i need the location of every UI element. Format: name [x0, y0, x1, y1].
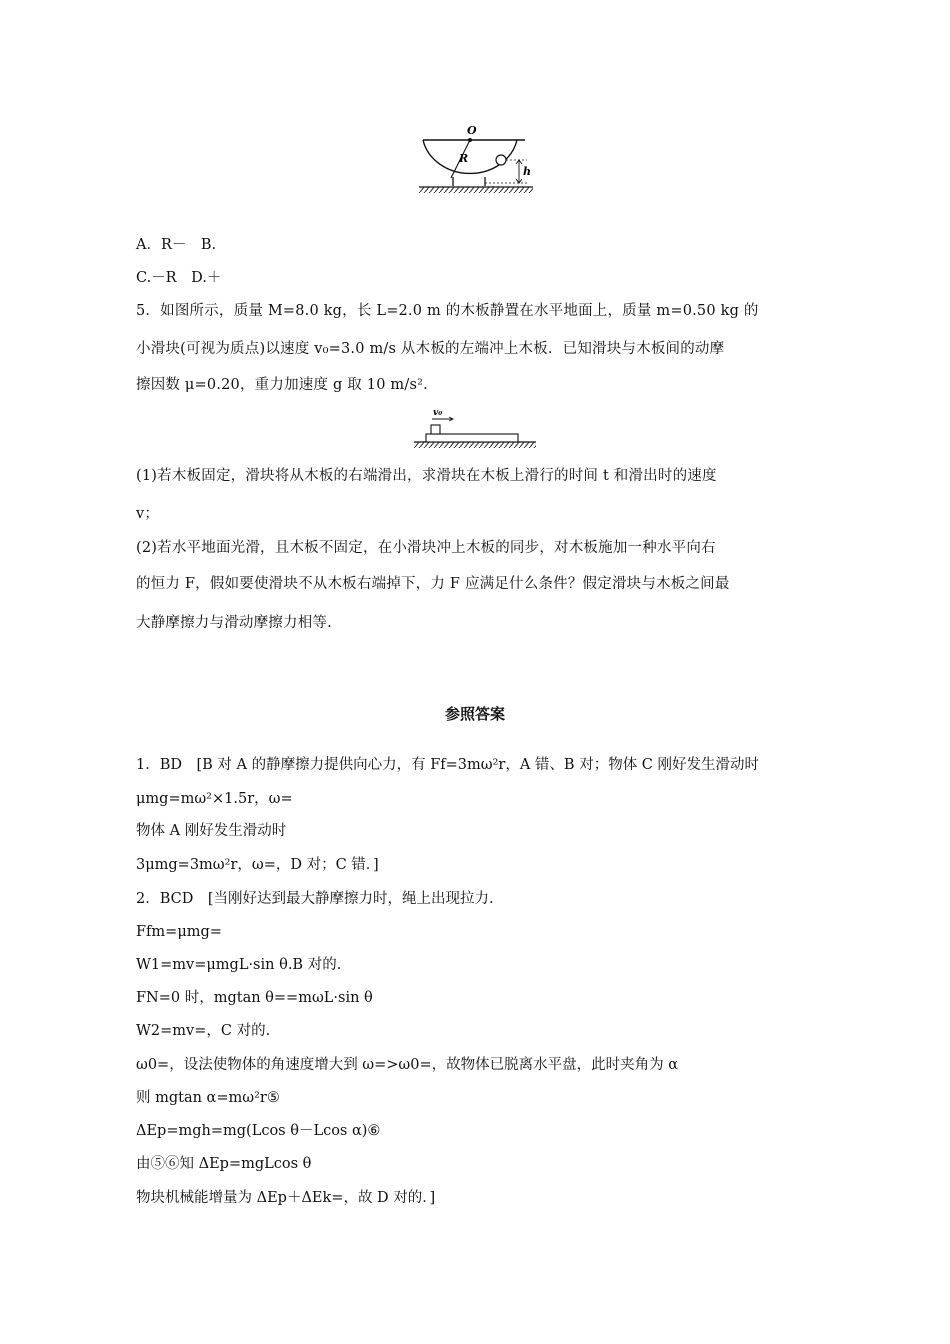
answer-line: Ffm=μmg=: [136, 924, 222, 940]
answer-line: 则 mgtan α=mω²r⑤: [136, 1090, 280, 1106]
q5-line2: 小滑块(可视为质点)以速度 v₀=3.0 m/s 从木板的左端冲上木板．已知滑块与木板间的动摩: [136, 341, 725, 357]
answer-line: FN=0 时，mgtan θ==mωL·sin θ: [136, 990, 373, 1006]
label-R: R: [459, 152, 469, 165]
q5-line1: 5．如图所示，质量 M=8.0 kg，长 L=2.0 m 的木板静置在水平地面上，质量 m=0.50 kg 的: [136, 303, 759, 319]
answer-line: ω0=，设法使物体的角速度增大到 ω=>ω0=，故物体已脱离水平盘，此时夹角为 α: [136, 1057, 679, 1073]
answers-title: 参照答案: [444, 705, 505, 723]
label-h: h: [523, 165, 531, 178]
q4-options-line1: A．R－ B.: [136, 237, 217, 253]
q5-part2-line3: 大静摩擦力与滑动摩擦力相等.: [136, 615, 332, 631]
answer-line: 物块机械能增量为 ΔEp＋ΔEk=，故 D 对的．]: [136, 1190, 436, 1206]
label-v0: v₀: [433, 408, 443, 418]
answer-line: 1．BD [B 对 A 的静摩擦力提供向心力，有 Ff=3mω²r，A 错、B 对；物体 C 刚好发生滑动时: [136, 757, 760, 773]
answer-line: W2=mv=，C 对的.: [136, 1023, 271, 1039]
q5-line3: 擦因数 μ=0.20，重力加速度 g 取 10 m/s².: [136, 377, 428, 393]
q5-part1-line1: (1)若木板固定，滑块将从木板的右端滑出，求滑块在木板上滑行的时间 t 和滑出时的速度: [136, 468, 717, 484]
answer-line: ΔEp=mgh=mg(Lcos θ－Lcos α)⑥: [136, 1123, 381, 1139]
answer-line: 由⑤⑥知 ΔEp=mgLcos θ: [136, 1156, 312, 1172]
q5-part1-line2: v；: [136, 506, 160, 522]
label-O: O: [467, 124, 477, 137]
q4-options-line2: C.－R D.＋: [136, 270, 222, 286]
board-figure: [410, 405, 540, 450]
answer-line: 3μmg=3mω²r，ω=，D 对；C 错．]: [136, 857, 379, 873]
answer-line: 物体 A 刚好发生滑动时: [136, 823, 287, 839]
answer-line: W1=mv=μmgL·sin θ.B 对的.: [136, 957, 342, 973]
bowl-figure: [415, 120, 540, 200]
answer-line: 2．BCD [当刚好达到最大静摩擦力时，绳上出现拉力.: [136, 891, 494, 907]
q5-part2-line2: 的恒力 F，假如要使滑块不从木板右端掉下，力 F 应满足什么条件？假定滑块与木板之间最: [136, 576, 730, 592]
answer-line: μmg=mω²×1.5r，ω=: [136, 791, 293, 807]
q5-part2-line1: (2)若水平地面光滑，且木板不固定，在小滑块冲上木板的同步，对木板施加一种水平向右: [136, 540, 716, 556]
